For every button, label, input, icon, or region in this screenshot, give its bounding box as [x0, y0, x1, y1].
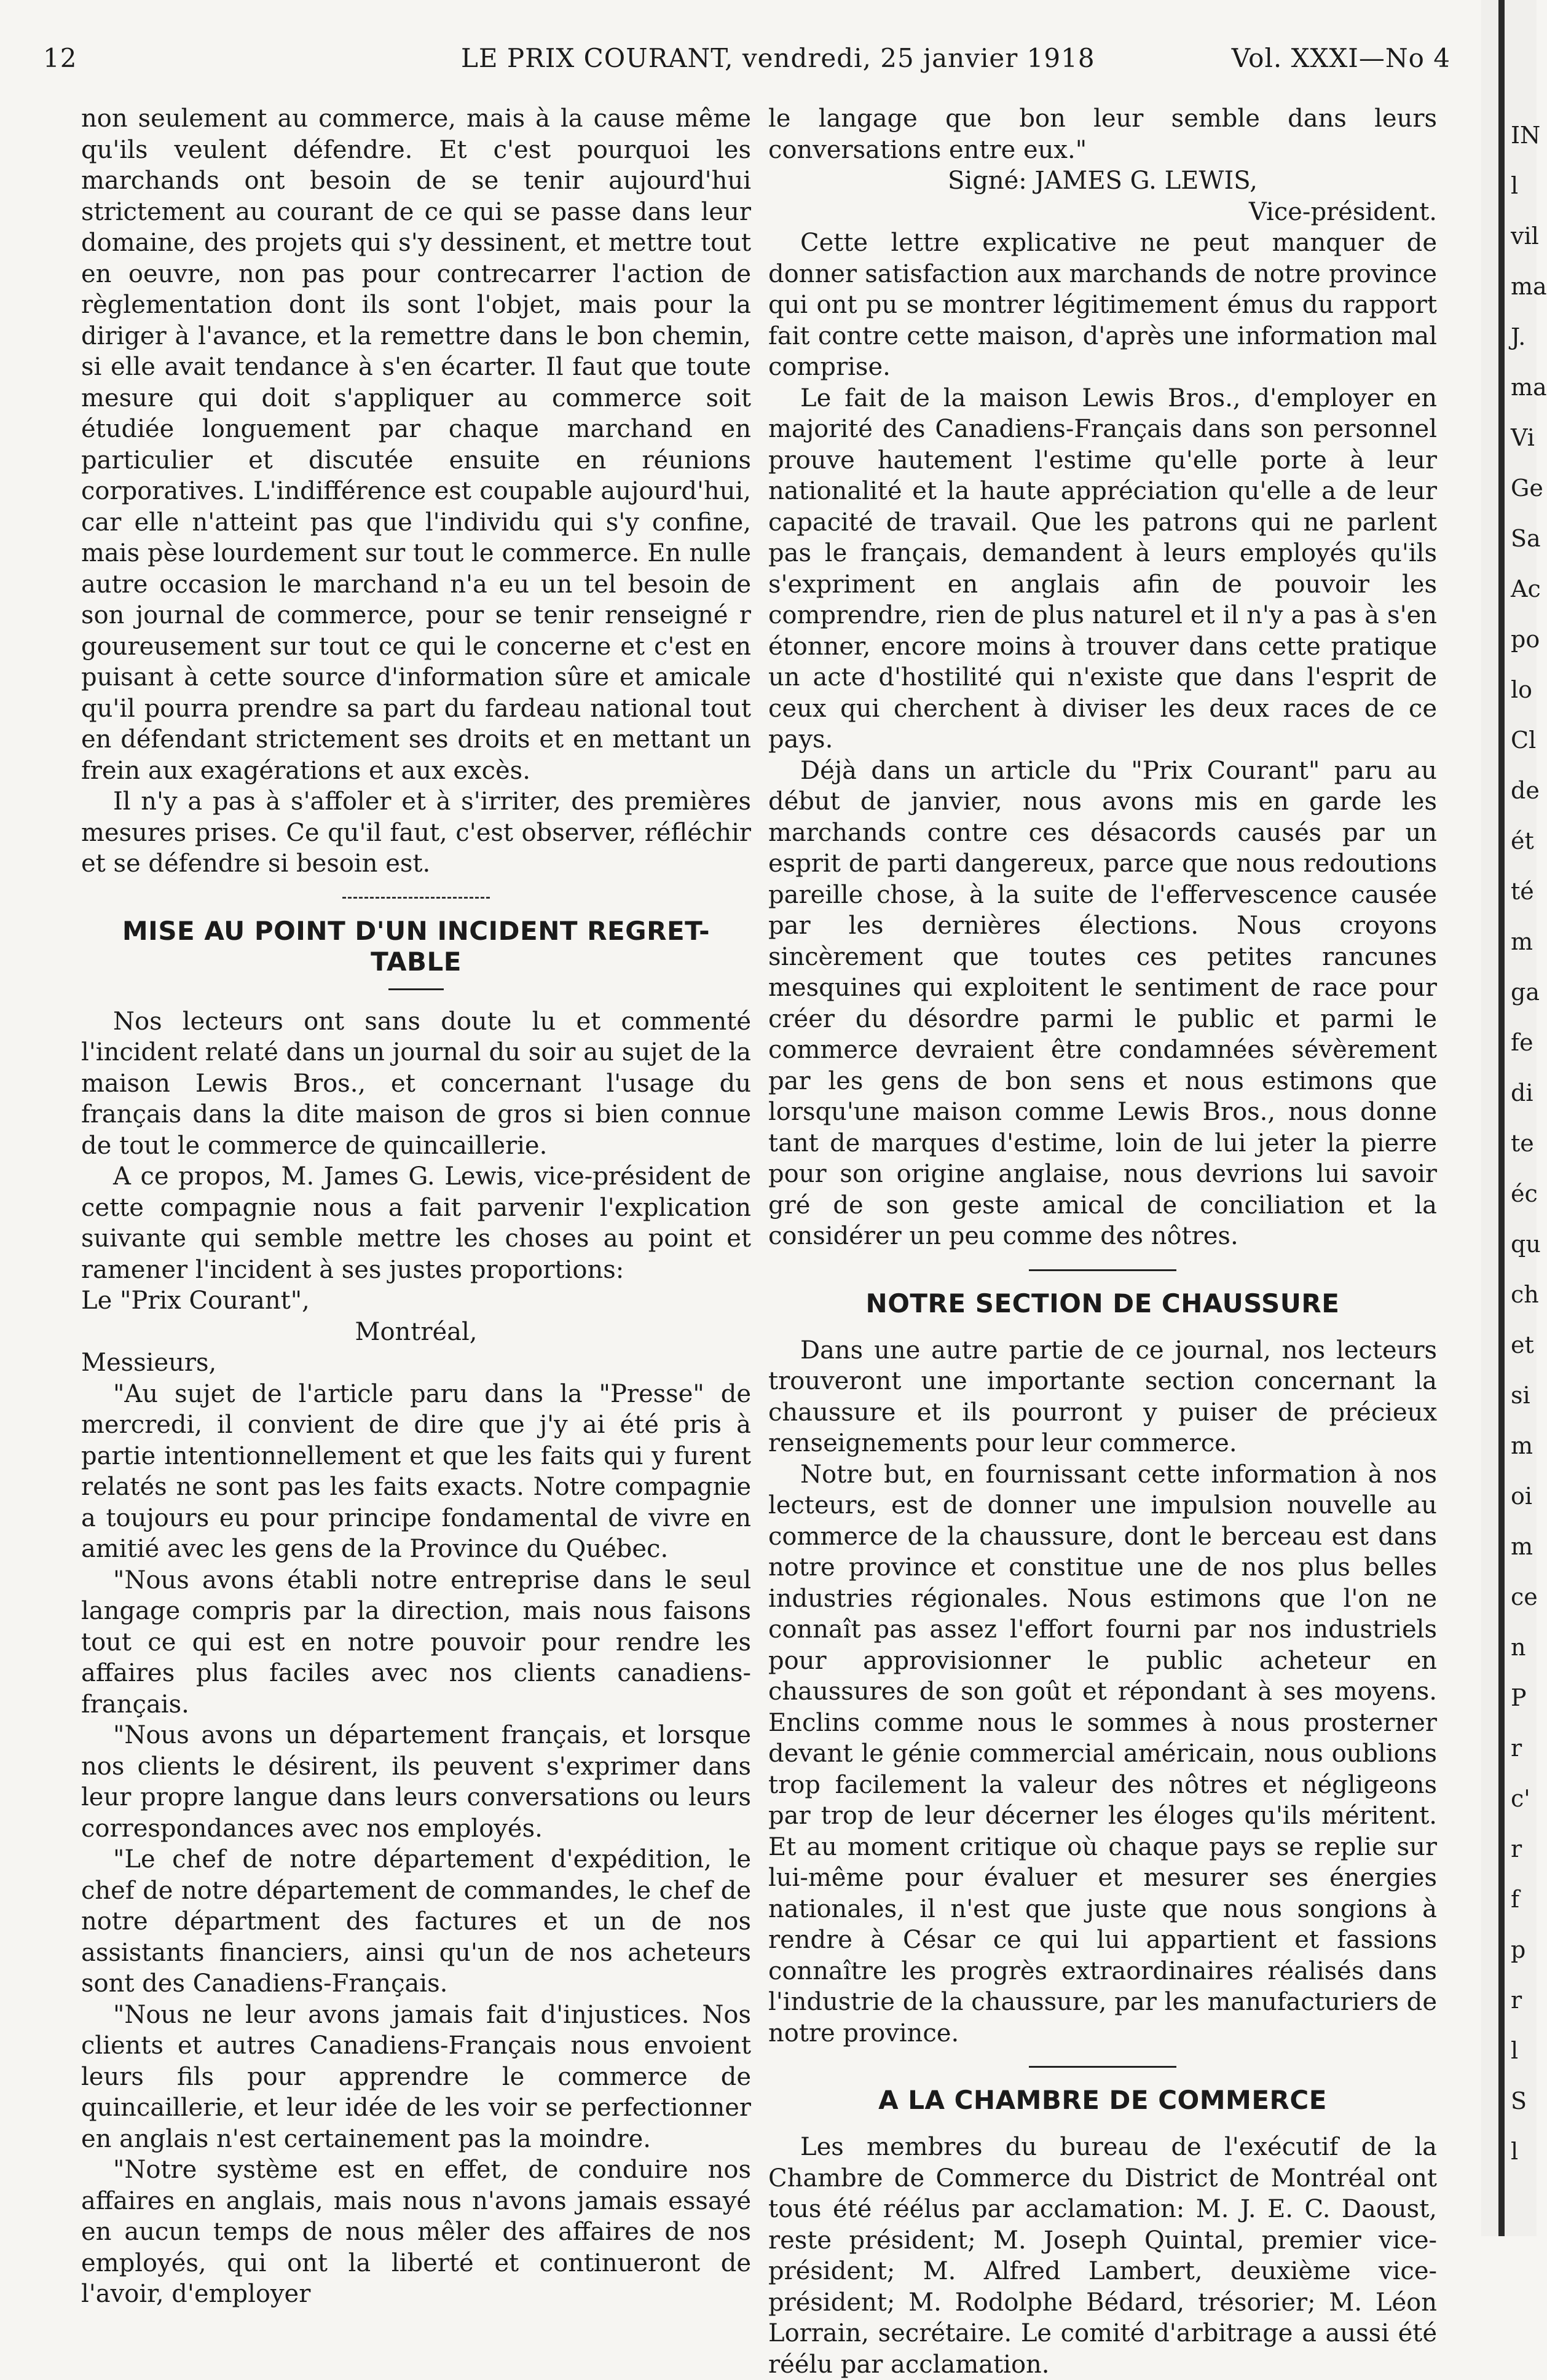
chaussure-heading: NOTRE SECTION DE CHAUSSURE: [865, 1288, 1340, 1318]
letter-end: le langage que bon leur semble dans leurs conversations entre eux.": [768, 104, 1437, 164]
bleed-fragment: fe: [1511, 1029, 1533, 1056]
heading-underline: [388, 988, 444, 990]
incident-paragraph: A ce propos, M. James G. Lewis, vice-président de cette compagnie nous a fait parvenir l'explication suivante qui semble mettre les choses au point et ramener l'incident à ses justes proportions:: [81, 1162, 751, 1284]
bleed-fragment: l: [1511, 2037, 1519, 2064]
bleed-fragment: de: [1511, 777, 1540, 804]
commentary-paragraph: Cette lettre explicative ne peut manquer de donner satisfaction aux marchands de notre province qui ont pu se montrer légitimement émus du rapport fait contre cette maison, d'après une information mal comprise.: [768, 229, 1437, 381]
bleed-fragment: S: [1511, 2087, 1527, 2114]
incident-heading: [81, 916, 751, 977]
bleed-fragment: vil: [1511, 223, 1539, 250]
incident-heading-line1: MISE AU POINT D'UN INCIDENT REGRET-: [122, 915, 711, 946]
bleed-fragment: Ac: [1511, 575, 1541, 602]
bleed-fragment: l: [1511, 172, 1519, 199]
letter-addressee: Le "Prix Courant",: [81, 1287, 310, 1315]
bleed-fragment: J.: [1511, 323, 1526, 350]
bleed-fragment: ét: [1511, 827, 1534, 854]
intro-paragraph: non seulement au commerce, mais à la cause même qu'ils veulent défendre. Et c'est pourquoi les marchands ont besoin de se tenir aujourd'hui strictement au courant de ce qui se passe dans leur domaine, des projets qui s'y dessinent, et mettre tout en oeuvre, non pas pour contrecarrer l'action de règlementation dont ils sont l'objet, mais pour la diriger à l'avance, et la remettre dans le bon chemin, si elle avait tendance à s'en écarter. Il faut que toute mesure qui doit s'appliquer au commerce soit étudiée longuement par chaque marchand en particulier et discutée ensuite en réunions corporatives. L'indifférence est coupable aujourd'hui, car elle n'atteint pas que l'individu qui s'y confine, mais pèse lourdement sur tout le commerce. En nulle autre occasion le marchand n'a eu un tel besoin de son journal de commerce, pour se tenir renseigné r goureusement sur tout ce qui le concerne et c'est en puisant à cette source d'information sûre et amicale qu'il pourra prendre sa part du fardeau national tout en défendant strictement ses droits et en mettant un frein aux exagérations et aux excès.: [81, 104, 751, 785]
section-divider: [342, 897, 490, 899]
bleed-fragment: l: [1511, 2138, 1519, 2165]
bleed-fragment: f: [1511, 1886, 1520, 1913]
bleed-fragment: r: [1511, 1735, 1522, 1762]
publication-title: LE PRIX COURANT, vendredi, 25 janvier 1918: [461, 43, 1095, 73]
bleed-fragment: éc: [1511, 1180, 1538, 1207]
bleed-fragment: te: [1511, 1130, 1534, 1157]
bleed-fragment: m: [1511, 928, 1533, 955]
page-header: [43, 43, 1451, 80]
bleed-fragment: c': [1511, 1785, 1530, 1812]
chambre-heading: A LA CHAMBRE DE COMMERCE: [878, 2085, 1327, 2115]
bleed-fragment: ma: [1511, 374, 1547, 401]
bleed-fragment: ce: [1511, 1583, 1538, 1610]
incident-paragraph: Nos lecteurs ont sans doute lu et commenté l'incident relaté dans un journal du soir au sujet de la maison Lewis Bros., et concernant l'usage du français dans la dite maison de gros si bien connue de tout le commerce de quincaillerie.: [81, 1007, 751, 1160]
bleed-fragment: Cl: [1511, 727, 1537, 754]
bleed-fragment: P: [1511, 1684, 1527, 1711]
commentary-paragraph: Déjà dans un article du "Prix Courant" paru au début de janvier, nous avons mis en garde les marchands contre ces désacords causés par un esprit de parti dangereux, parce que nous redoutions pareille chose, à la suite de l'effervescence causée par les dernières élections. Nous croyons sincèrement que toutes ces petites rancunes mesquines qui exploitent le sentiment de race pour créer du désordre parmi le public et parmi le commerce devraient être condamnées sévèrement par les gens de bon sens et nous estimons que lorsqu'une maison comme Lewis Bros., nous donne tant de marques d'estime, loin de lui jeter la pierre pour son origine anglaise, nous devrions lui savoir gré de son geste amical de conciliation et la considérer un peu comme des nôtres.: [768, 756, 1437, 1250]
signature-title: Vice-président.: [1248, 197, 1437, 226]
incident-heading-line2: TABLE: [371, 946, 462, 977]
commentary-paragraph: Le fait de la maison Lewis Bros., d'employer en majorité des Canadiens-Français dans son personnel prouve hautement l'estime qu'elle porte à leur nationalité et la haute appréciation qu'elle a de leur capacité de travail. Que les patrons qui ne parlent pas le français, demandent à leurs employés qu'ils s'expriment en anglais afin de pouvoir les comprendre, rien de plus naturel et il n'y a pas à s'en étonner, encore moins à trouver dans cette pratique un acte d'hostilité qui n'existe que dans l'esprit de ceux qui cherchent à diviser les deux races de ce pays.: [768, 384, 1437, 754]
intro-paragraph: Il n'y a pas à s'affoler et à s'irriter, des premières mesures prises. Ce qu'il faut, c'est observer, réfléchir et se défendre si besoin est.: [81, 787, 751, 878]
bleed-fragment: ma: [1511, 273, 1547, 300]
bleed-fragment: té: [1511, 878, 1534, 905]
left-column: [81, 103, 751, 2310]
letter-salutation: Messieurs,: [81, 1349, 217, 1377]
bleed-fragment: Sa: [1511, 525, 1541, 552]
chambre-paragraph: Les membres du bureau de l'exécutif de la Chambre de Commerce du District de Montréal ont tous été réélus par acclamation: M. J. E. C. Daoust, reste président; M. Joseph Quintal, premier vice-président; M. Alfred Lambert, deuxième vice-président; M. Rodolphe Bédard, trésorier; M. Léon Lorrain, secrétaire. Le comité d'arbitrage a aussi été réélu par acclamation.: [768, 2133, 1437, 2379]
letter-paragraph: "Nous avons établi notre entreprise dans le seul langage compris par la direction, mais nous faisons tout ce qui est en notre pouvoir pour rendre les affaires plus faciles avec nos clients canadiens-français.: [81, 1566, 751, 1719]
chaussure-paragraph: Dans une autre partie de ce journal, nos lecteurs trouveront une importante section concernant la chaussure et ils pourront y puiser de précieux renseignements pour leur commerce.: [768, 1336, 1437, 1457]
section-divider: [1029, 2066, 1176, 2068]
letter-paragraph: "Nous ne leur avons jamais fait d'injustices. Nos clients et autres Canadiens-Français nous envoient leurs fils pour apprendre le commerce de quincaillerie, et leur idée de les voir se perfectionner en anglais n'est certainement pas la moindre.: [81, 2000, 751, 2153]
bleed-fragment: m: [1511, 1432, 1533, 1459]
bleed-fragment: qu: [1511, 1231, 1541, 1258]
bleed-fragment: lo: [1511, 676, 1533, 703]
bleed-fragment: Vi: [1511, 424, 1535, 451]
bleed-fragment: po: [1511, 626, 1540, 653]
letter-city: Montréal,: [355, 1317, 478, 1346]
page-number: 12: [43, 43, 77, 73]
letter-paragraph: "Le chef de notre département d'expédition, le chef de notre département de commandes, le chef de notre départment des factures et un de nos assistants financiers, ainsi qu'un de nos acheteurs sont des Canadiens-Français.: [81, 1845, 751, 1998]
bleed-fragment: oi: [1511, 1483, 1533, 1510]
letter-paragraph: "Au sujet de l'article paru dans la "Presse" de mercredi, il convient de dire que j'y ai été pris à partie intentionnellement et que les faits qui y furent relatés ne sont pas les faits exacts. Notre compagnie a toujours eu pour principe fondamental de vivre en amitié avec les gens de la Province du Québec.: [81, 1379, 751, 1563]
letter-paragraph: "Nous avons un département français, et lorsque nos clients le désirent, ils peuvent s'exprimer dans leur propre langue dans leurs conversations ou leurs correspondances avec nos employés.: [81, 1721, 751, 1843]
bleed-fragment: Ge: [1511, 475, 1543, 502]
bleed-fragment: p: [1511, 1936, 1526, 1963]
letter-paragraph: "Notre système est en effet, de conduire nos affaires en anglais, mais nous n'avons jamais essayé en aucun temps de nous mêler des affaires de nos employés, qui ont la liberté et continueront de l'avoir, d'employer: [81, 2156, 751, 2308]
section-divider: [1029, 1269, 1176, 1271]
page-edge-shadow: [1498, 0, 1505, 2236]
bleed-fragment: m: [1511, 1533, 1533, 1560]
right-column: [768, 103, 1437, 2380]
adjacent-page-bleed: [1481, 0, 1547, 2236]
bleed-fragment: di: [1511, 1079, 1533, 1106]
signature-name: Signé: JAMES G. LEWIS,: [948, 167, 1258, 195]
bleed-fragment: r: [1511, 1835, 1522, 1862]
bleed-fragment: ch: [1511, 1281, 1539, 1308]
bleed-fragment: si: [1511, 1382, 1530, 1409]
volume-number: Vol. XXXI—No 4: [1231, 43, 1451, 73]
bleed-fragment: n: [1511, 1634, 1526, 1661]
bleed-fragment: ga: [1511, 979, 1540, 1006]
chaussure-paragraph: Notre but, en fournissant cette information à nos lecteurs, est de donner une impulsion nouvelle au commerce de la chaussure, dont le berceau est dans notre province et constitue une de nos plus belles industries régionales. Nous estimons que l'on ne connaît pas assez l'effort fourni par nos industriels pour approvisionner le public acheteur en chaussures de son goût et répondant à ses moyens. Enclins comme nous le sommes à nous prosterner devant le génie commercial américain, nous oublions trop facilement la valeur des nôtres et négligeons par trop de leur décerner les éloges qu'ils méritent. Et au moment critique où chaque pays se replie sur lui-même pour évaluer et mesurer ses énergies nationales, il n'est que juste que nous songions à rendre à César ce qui lui appartient et fassions connaître les progrès extraordinaires réalisés dans l'industrie de la chaussure, par les manufacturiers de notre province.: [768, 1460, 1437, 2047]
bleed-fragment: r: [1511, 1987, 1522, 2014]
bleed-fragment: et: [1511, 1331, 1534, 1358]
bleed-fragment: IN: [1511, 122, 1541, 149]
